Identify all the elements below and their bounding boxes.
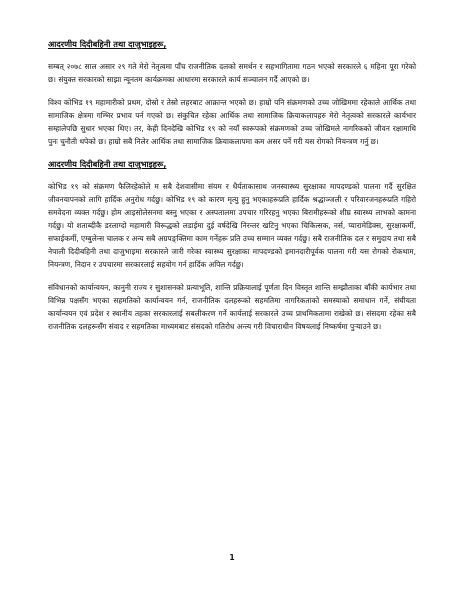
paragraph-3: कोभिड १९ को संक्रमण फैलिरहेकोले म सबै देशवासीमा संयम र धैर्यताकासाथ जनस्वास्थ्य सुरक्षाका मापदण्डको पालना गर्दै सुरक्षित जीवनयापनको लागि हार्दिक अनुरोध गर्दछु। कोभिड १९ को कारण मृत्यु हुनु भएकाहरूप्रति हार्दिक श्रद्धाञ्जली र परिवारजनहरूप्रति गहिरो समवेदना व्यक्त गर्दछु। होम आइसोलेसनमा बस्नु भएका र अस्पतालमा उपचार गरिरहनु भएका बिरामीहरूको शीघ्र स्वास्थ्य लाभको कामना गर्दछु। यो शताब्दीकै डरलाग्दो महामारी विरूद्धको लडाईमा दुई वर्षदेखि निरन्तर खटिनु भएका चिकित्सक, नर्स, प्यारामेडिक्स, सुरक्षाकर्मी, सफाईकर्मी, एम्बुलेन्स चालक र अन्य सबै अग्रपङ्क्तिमा काम गर्नेहरू प्रति उच्च सम्मान व्यक्त गर्दछु। सबै राजनीतिक दल र समुदाय तथा सबै नेपाली दिदीबहिनी तथा दाजुभाइमा सरकारले जारी गरेका स्वास्थ्य सुरक्षाका मापदण्डको इमानदारीपूर्वक पालना गरी यस रोगको रोकथाम, नियन्त्रण, निदान र उपचारमा सरकारलाई सहयोग गर्न हार्दिक अपिल गर्दछु। [48, 182, 416, 269]
paragraph-1: सम्बत् २०७८ साल असार २९ गते मेरो नेतृत्वमा पाँच राजनीतिक दलको समर्थन र सहभागितामा गठन भएको सरकारले ६ महिना पूरा गरेको छ। संयुक्त सरकारको साझा न्यूनतम कार्यक्रमका आधारमा सरकारले कार्य सञ्चालन गर्दै आएको छ। [48, 62, 416, 84]
page-number: 1 [229, 553, 235, 562]
paragraph-2: विश्व कोभिड १९ महामारीको प्रथम, दोस्रो र तेस्रो लहरबाट आक्रान्त भएको छ। हाम्रो पनि संक्रमणको उच्च जोखिममा रहेकाले आर्थिक तथा सामाजिक क्षेत्रमा गम्भिर प्रभाव पर्न गएको छ। संकुचित रहेका आर्थिक तथा सामाजिक क्रियाकलापहरु मेरो नेतृत्वको सरकारले कार्यभार सम्हालेपछि सुधार भएका थिए। तर, केही दिनदेखि कोभिड १९ को नयाँ स्वरूपको संक्रमणको उच्च जोखिमले नागरिकको जीवन रक्षामाथि पुनः चुनौती थपेको छ। हाम्रो सबै निलेर आर्थिक तथा सामाजिक क्रियाकलापमा कम असर पर्ने गरी यस रोगको नियन्त्रण गर्नु छ। [48, 97, 416, 146]
section-heading-1: आदरणीय दिदीबहिनी तथा दाजुभाइहरू, [48, 39, 167, 49]
paragraph-4: संविधानको कार्यान्वयन, कानुनी राज्य र सुशासनको प्रत्याभूति, शान्ति प्रक्रियालाई पूर्णता दिन विस्तृत शान्ति सम्झौताका बाँकी कार्यभार तथा विभिन्न पक्षसँग भएका सहमतिको कार्यान्वयन गर्न, राजनीतिक दलहरूको सहमतिमा नागरिकताको समस्याको समाधान गर्ने, संघीयता कार्यान्वयन एवं प्रदेश र स्थानीय तहका सरकारलाई सबलीकरण गर्ने कार्यलाई सरकारले उच्च प्राथमिकतामा राखेको छ। संसदमा रहेका सबै राजनीतिक दलहरूसँग संवाद र सहमतिका माध्यमबाट संसदको गतिरोध अन्त्य गरी विचाराधीन विषयलाई निष्कर्षमा पुऱ्याउने छ। [48, 282, 416, 331]
section-heading-2: आदरणीय दिदीबहिनी तथा दाजुभाइहरू, [48, 159, 167, 170]
